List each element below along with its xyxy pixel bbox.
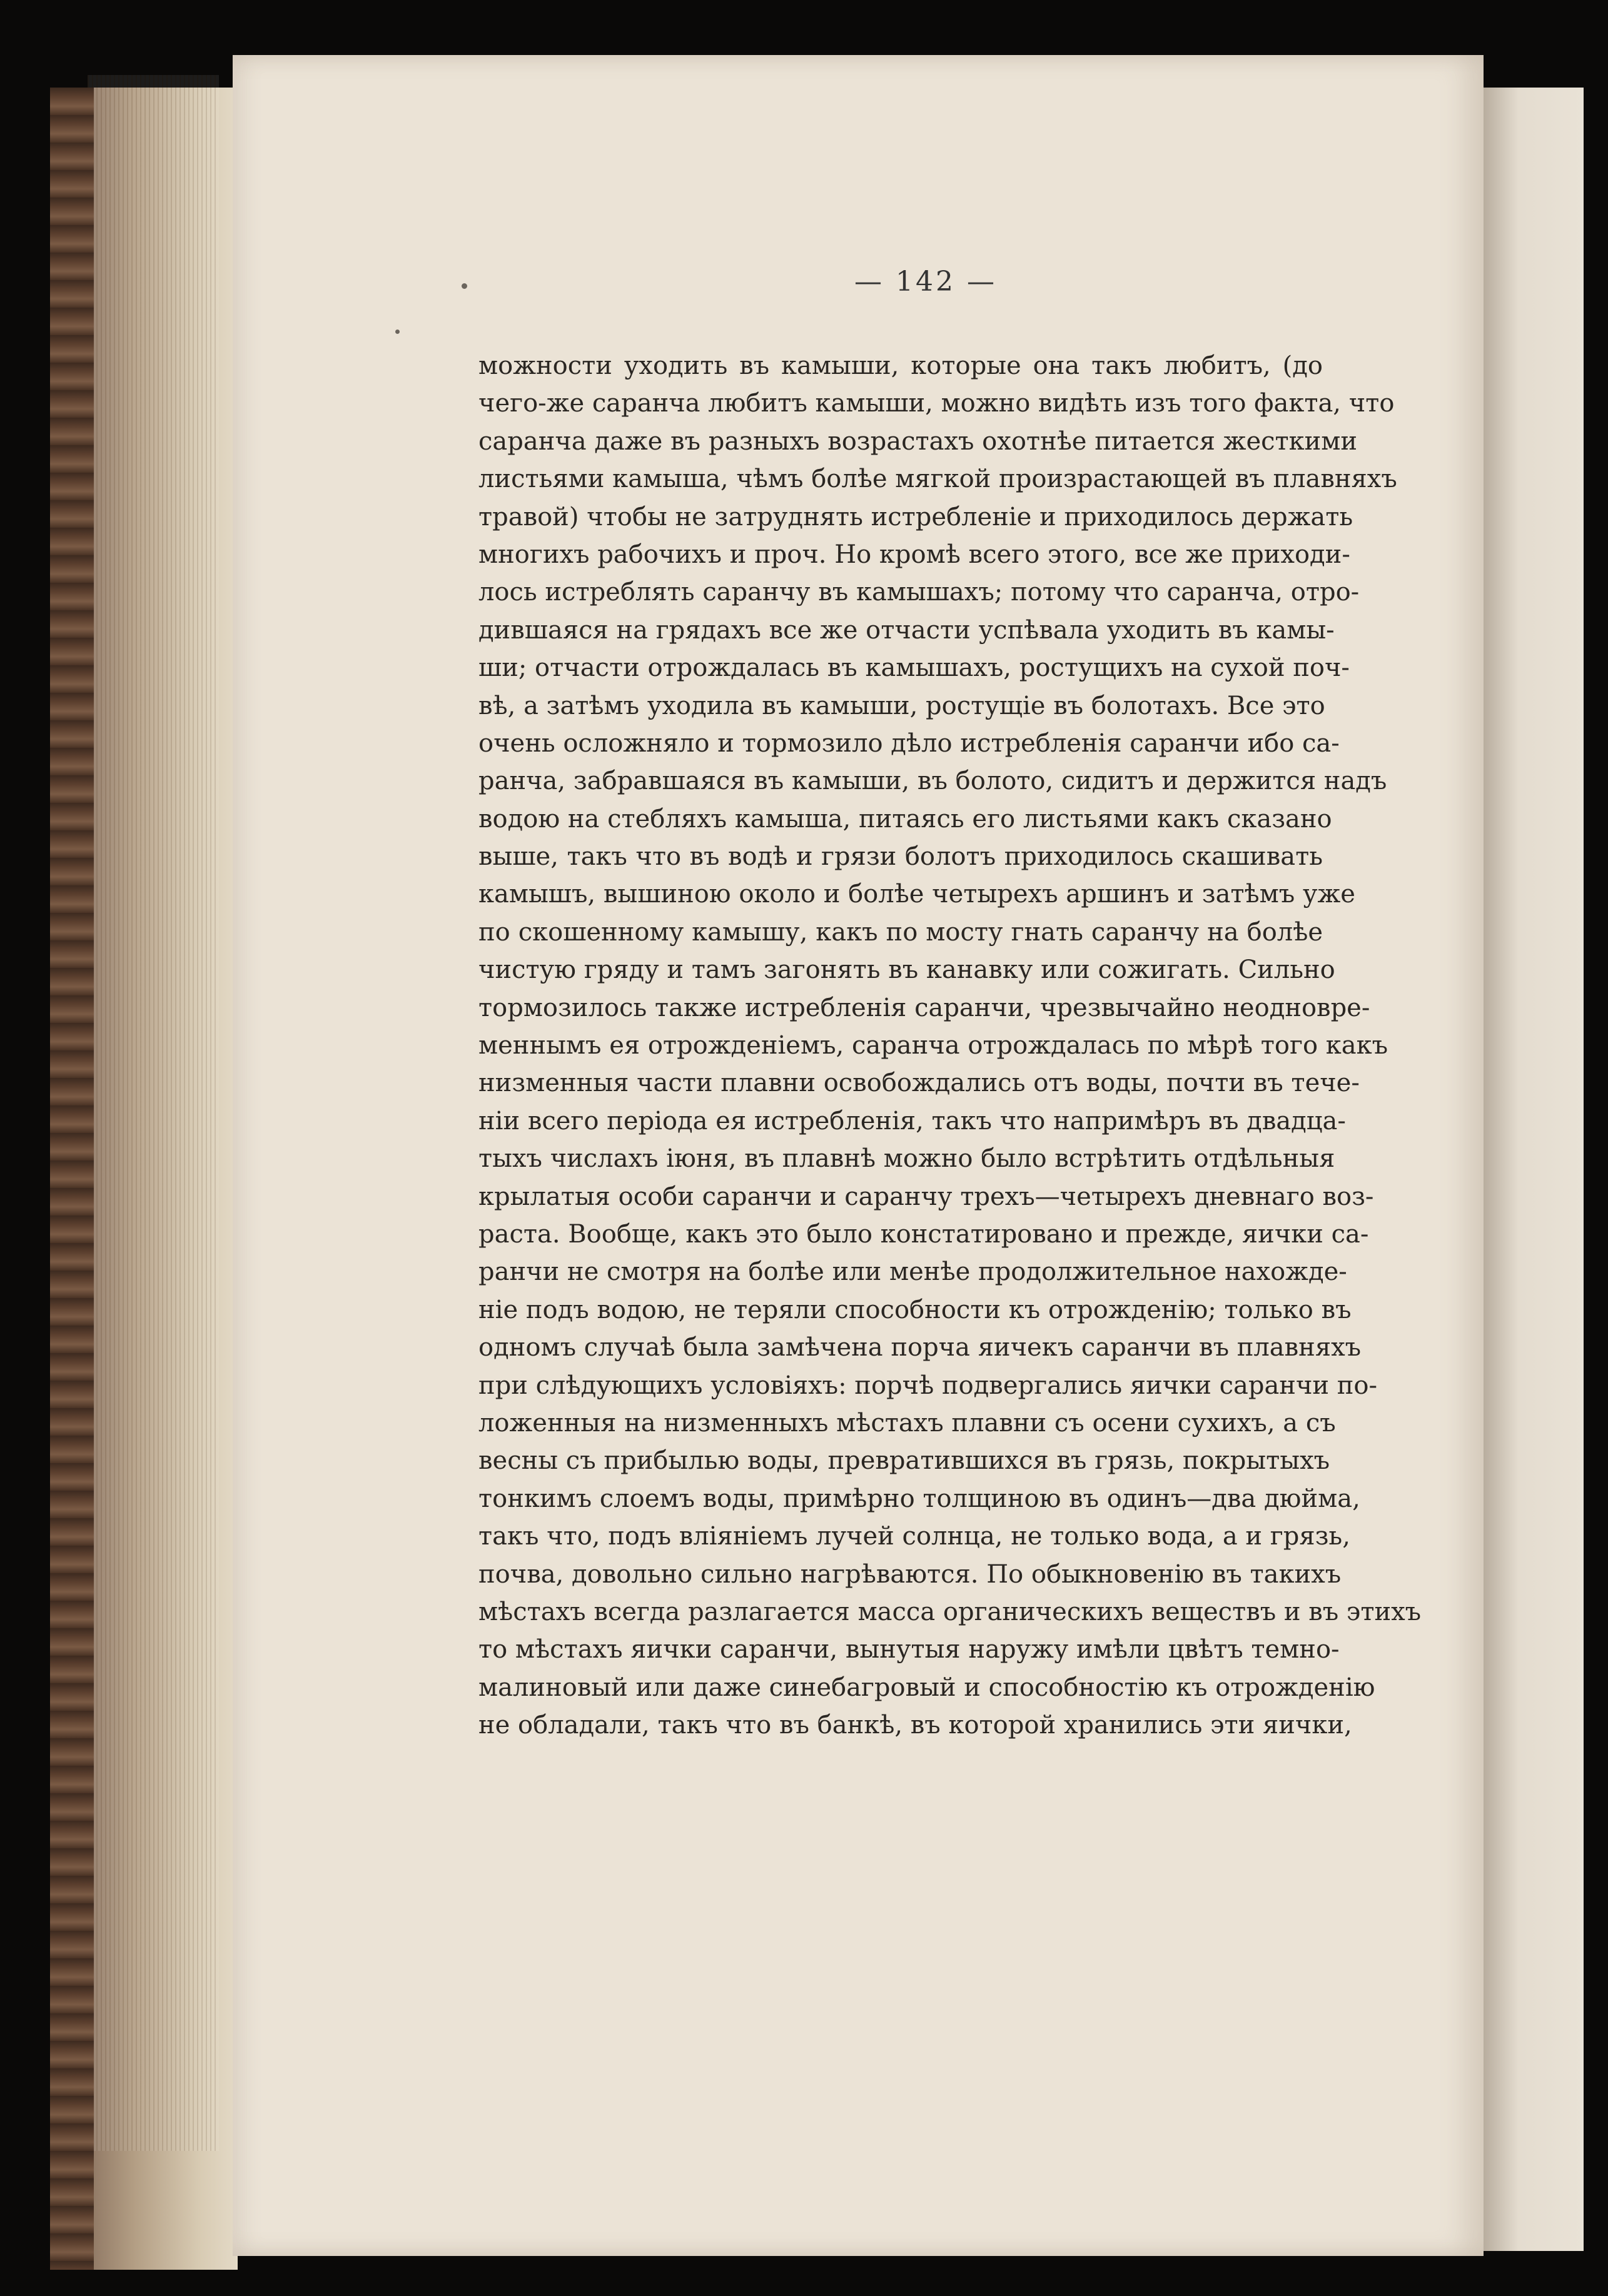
text-line: то мѣстахъ яички саранчи, вынутыя наружу имѣли цвѣтъ темно- <box>478 1635 1340 1664</box>
text-line: мѣстахъ всегда разлагается масса органическихъ веществъ и въ этихъ <box>478 1597 1422 1626</box>
text-line: ніе подъ водою, не теряли способности къ отрожденію; только въ <box>478 1295 1352 1324</box>
text-line: по скошенному камышу, какъ по мосту гнать саранчу на болѣе <box>478 917 1323 947</box>
text-line: можности уходить въ камыши, которые она такъ любитъ, (до <box>478 351 1323 380</box>
page-speck <box>462 283 467 289</box>
text-line: водою на стебляхъ камыша, питаясь его листьями какъ сказано <box>478 804 1332 833</box>
text-line: тормозилось также истребленія саранчи, чрезвычайно неодновре- <box>478 993 1370 1022</box>
text-line: ранча, забравшаяся въ камыши, въ болото, сидитъ и держится надъ <box>478 767 1387 796</box>
text-line: ніи всего періода ея истребленія, такъ что напримѣръ въ двадца- <box>478 1106 1346 1135</box>
text-line: малиновый или даже синебагровый и способностію къ отрожденію <box>478 1673 1375 1702</box>
text-line: очень осложняло и тормозило дѣло истребленія саранчи ибо са- <box>478 728 1340 758</box>
text-line: камышъ, вышиною около и болѣе четырехъ аршинъ и затѣмъ уже <box>478 880 1355 909</box>
text-line: дившаяся на грядахъ все же отчасти успѣвала уходить въ камы- <box>478 615 1335 645</box>
text-line: листьями камыша, чѣмъ болѣе мягкой произрастающей въ плавняхъ <box>478 465 1397 494</box>
text-line: лось истреблять саранчу въ камышахъ; потому что саранча, отро- <box>478 578 1360 607</box>
text-line: чистую гряду и тамъ загонять въ канавку или сожигать. Сильно <box>478 955 1335 985</box>
text-line: такъ что, подъ вліяніемъ лучей солнца, не только вода, а и грязь, <box>478 1522 1350 1551</box>
text-line: травой) чтобы не затруднять истребленіе и приходилось держать <box>478 502 1353 531</box>
page-edge-stripes <box>88 75 219 2151</box>
text-line: тыхъ числахъ іюня, въ плавнѣ можно было встрѣтить отдѣльныя <box>478 1144 1335 1174</box>
text-line: тонкимъ слоемъ воды, примѣрно толщиною въ одинъ—два дюйма, <box>478 1484 1360 1513</box>
text-line: ложенныя на низменныхъ мѣстахъ плавни съ осени сухихъ, а съ <box>478 1408 1336 1438</box>
text-line: одномъ случаѣ была замѣчена порча яичекъ саранчи въ плавняхъ <box>478 1333 1362 1362</box>
text-line: при слѣдующихъ условіяхъ: порчѣ подвергались яички саранчи по- <box>478 1371 1378 1400</box>
text-line: крылатыя особи саранчи и саранчу трехъ—четырехъ дневнаго воз- <box>478 1182 1374 1211</box>
book-binding-cloth <box>50 88 94 2270</box>
page-speck <box>395 330 400 334</box>
text-line: весны съ прибылью воды, превратившихся въ грязь, покрытыхъ <box>478 1446 1330 1476</box>
text-line: не обладали, такъ что въ банкѣ, въ которой хранились эти яички, <box>478 1711 1352 1740</box>
facing-page-edge <box>1484 88 1584 2251</box>
body-text <box>478 347 1422 1744</box>
text-line: ши; отчасти отрождалась въ камышахъ, ростущихъ на сухой поч- <box>478 653 1350 683</box>
text-line: выше, такъ что въ водѣ и грязи болотъ приходилось скашивать <box>478 842 1323 872</box>
text-line: вѣ, а затѣмъ уходила въ камыши, ростущіе въ болотахъ. Все это <box>478 691 1325 720</box>
page-number: — 142 — <box>854 266 997 298</box>
text-line: раста. Вообще, какъ это было констатировано и прежде, яички са- <box>478 1219 1369 1249</box>
text-line: многихъ рабочихъ и проч. Но кромѣ всего этого, все же приходи- <box>478 540 1350 569</box>
text-line: меннымъ ея отрожденіемъ, саранча отрождалась по мѣрѣ того какъ <box>478 1031 1388 1060</box>
text-line: саранча даже въ разныхъ возрастахъ охотнѣе питается жесткими <box>478 426 1358 456</box>
text-line: низменныя части плавни освобождались отъ воды, почти въ тече- <box>478 1069 1360 1098</box>
text-line: ранчи не смотря на болѣе или менѣе продолжительное нахожде- <box>478 1257 1347 1287</box>
text-line: чего-же саранча любитъ камыши, можно видѣть изъ того факта, что <box>478 389 1395 418</box>
text-line: почва, довольно сильно нагрѣваются. По обыкновенію въ такихъ <box>478 1559 1342 1589</box>
